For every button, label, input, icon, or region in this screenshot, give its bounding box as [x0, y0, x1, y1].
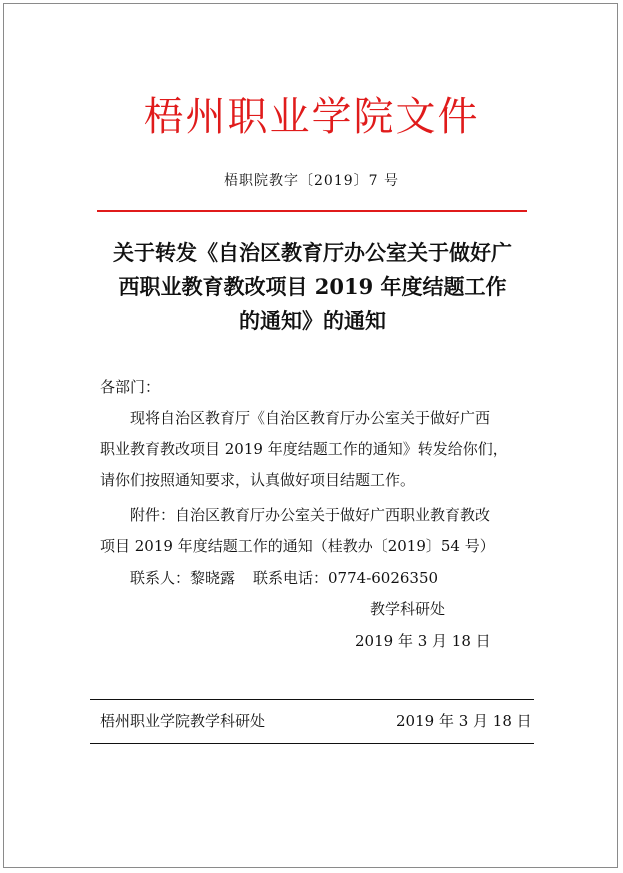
footer-issue-date: 2019 年 3 月 18 日: [396, 712, 532, 730]
footer-bottom-divider: [90, 743, 534, 744]
contact-person: 联系人：黎晓露: [130, 569, 236, 587]
contact-info: [130, 567, 438, 588]
document-header-title: 梧州职业学院文件: [143, 94, 480, 140]
paragraph-line: 项目 2019 年度结题工作的通知（桂教办〔2019〕54 号）: [100, 537, 495, 555]
paragraph-line: 附件：自治区教育厅办公室关于做好广西职业教育教改: [130, 506, 491, 524]
paragraph-line: 请你们按照通知要求，认真做好项目结题工作。: [100, 471, 416, 489]
notice-title-line: 西职业教育教改项目 2019 年度结题工作: [118, 274, 507, 299]
paragraph-line: 职业教育教改项目 2019 年度结题工作的通知》转发给你们，: [100, 440, 508, 458]
salutation: 各部门：: [100, 378, 161, 396]
sign-date: 2019 年 3 月 18 日: [355, 632, 491, 650]
header-red-divider: [97, 210, 527, 212]
signer: 教学科研处: [370, 600, 446, 618]
document-number: 梧职院教字〔2019〕7 号: [224, 173, 399, 189]
body-paragraph-attachment: [100, 500, 530, 562]
contact-phone: 联系电话：0774-6026350: [253, 569, 439, 587]
notice-title: [90, 236, 535, 338]
footer-top-divider: [90, 699, 534, 700]
body-paragraph-forward: [100, 403, 530, 496]
footer-issuing-office: 梧州职业学院教学科研处: [100, 712, 266, 730]
notice-title-line: 的通知》的通知: [239, 308, 386, 333]
paragraph-line: 现将自治区教育厅《自治区教育厅办公室关于做好广西: [130, 409, 491, 427]
notice-title-line: 关于转发《自治区教育厅办公室关于做好广: [113, 240, 512, 265]
